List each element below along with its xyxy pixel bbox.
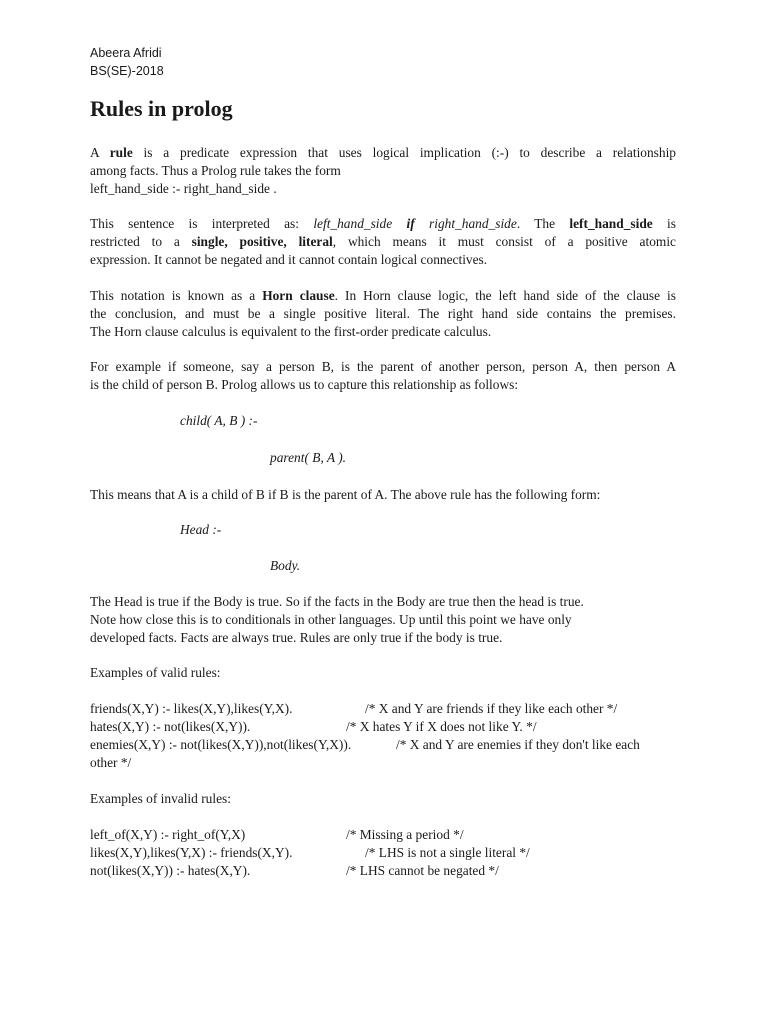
valid-rule-code: enemies(X,Y) :- not(likes(X,Y)),not(likes(Y,X)).: [90, 737, 352, 752]
para2-line2-a: restricted to a: [90, 234, 192, 249]
term-lhs-italic: left_hand_side: [313, 216, 393, 231]
term-rhs-italic: right_hand_side: [429, 216, 517, 231]
page-title: Rules in prolog: [90, 96, 233, 121]
term-if: if: [406, 216, 415, 231]
author-name: Abeera Afridi: [90, 46, 162, 60]
term-horn-clause: Horn clause: [262, 288, 335, 303]
invalid-rule-code: likes(X,Y),likes(Y,X) :- friends(X,Y).: [90, 845, 293, 860]
valid-rule-row-continuation: [90, 754, 690, 772]
code-child-head: child( A, B ) :-: [180, 413, 258, 428]
valid-rule-comment: /* X and Y are friends if they like each other */: [365, 701, 618, 716]
invalid-rule-row: [90, 826, 690, 844]
valid-rule-comment: /* X and Y are enemies if they don't like each: [396, 737, 640, 752]
para1-text-a: A: [90, 145, 110, 160]
invalid-rule-row: [90, 862, 690, 880]
para1-line2: among facts. Thus a Prolog rule takes the form: [90, 163, 341, 178]
para2-text-b: . The: [516, 216, 570, 231]
author-program: BS(SE)-2018: [90, 64, 164, 78]
valid-rule-code: hates(X,Y) :- not(likes(X,Y)).: [90, 719, 251, 734]
para2-line2-c: , which means it must consist of a positive atomic: [332, 234, 676, 249]
valid-rule-comment: /* X hates Y if X does not like Y. */: [346, 719, 537, 734]
para1-text-b: is a predicate expression that uses logical implication (:-) to describe a relationship: [132, 145, 676, 160]
term-lhs-bold: left_hand_side: [569, 216, 653, 231]
invalid-rule-code: left_of(X,Y) :- right_of(Y,X): [90, 827, 246, 842]
term-single-positive-literal: single, positive, literal: [191, 234, 333, 249]
valid-rules-heading: Examples of valid rules:: [90, 665, 221, 680]
paragraph-horn-clause: [90, 287, 676, 341]
paragraph-interpretation: [90, 215, 676, 269]
para1-line3: left_hand_side :- right_hand_side .: [90, 181, 277, 196]
para2-line3: expression. It cannot be negated and it cannot contain logical connectives.: [90, 252, 488, 267]
valid-rule-row: [90, 700, 690, 718]
para6-line1: The Head is true if the Body is true. So if the facts in the Body are true then the head is true.: [90, 594, 584, 609]
paragraph-example-intro: [90, 358, 676, 394]
para2-text-a: This sentence is interpreted as:: [90, 216, 314, 231]
valid-rule-code: friends(X,Y) :- likes(X,Y),likes(Y,X).: [90, 701, 293, 716]
code-parent-body: parent( B, A ).: [270, 450, 346, 465]
para6-line2: Note how close this is to conditionals in other languages. Up until this point we have only: [90, 612, 572, 627]
para4-line1: For example if someone, say a person B, is the parent of another person, person A, then person A: [90, 359, 676, 374]
invalid-rule-comment: /* LHS is not a single literal */: [365, 845, 530, 860]
invalid-rule-row: [90, 844, 690, 862]
valid-rule-row: [90, 736, 690, 754]
para3-text-b: . In Horn clause logic, the left hand side of the clause is: [334, 288, 676, 303]
para3-line3: The Horn clause calculus is equivalent to the first-order predicate calculus.: [90, 324, 492, 339]
paragraph-rule-definition: [90, 144, 676, 198]
invalid-rules-heading: Examples of invalid rules:: [90, 791, 231, 806]
para4-line2: is the child of person B. Prolog allows us to capture this relationship as follows:: [90, 377, 519, 392]
code-body: Body.: [270, 558, 301, 573]
para3-text-a: This notation is known as a: [90, 288, 263, 303]
author-block: [90, 44, 164, 80]
invalid-rule-code: not(likes(X,Y)) :- hates(X,Y).: [90, 863, 251, 878]
paragraph-meaning: [90, 486, 676, 504]
term-rule: rule: [109, 145, 133, 160]
para3-line2: the conclusion, and must be a single positive literal. The right hand side contains the premises.: [90, 306, 676, 321]
paragraph-head-body: [90, 593, 676, 647]
para5-line1: This means that A is a child of B if B is the parent of A. The above rule has the following form:: [90, 487, 601, 502]
para6-line3: developed facts. Facts are always true. Rules are only true if the body is true.: [90, 630, 503, 645]
invalid-rule-comment: /* Missing a period */: [346, 827, 464, 842]
para2-text-c: is: [652, 216, 676, 231]
code-head: Head :-: [180, 522, 222, 537]
valid-rule-row: [90, 718, 690, 736]
valid-rule-comment-cont: other */: [90, 755, 132, 770]
invalid-rule-comment: /* LHS cannot be negated */: [346, 863, 499, 878]
